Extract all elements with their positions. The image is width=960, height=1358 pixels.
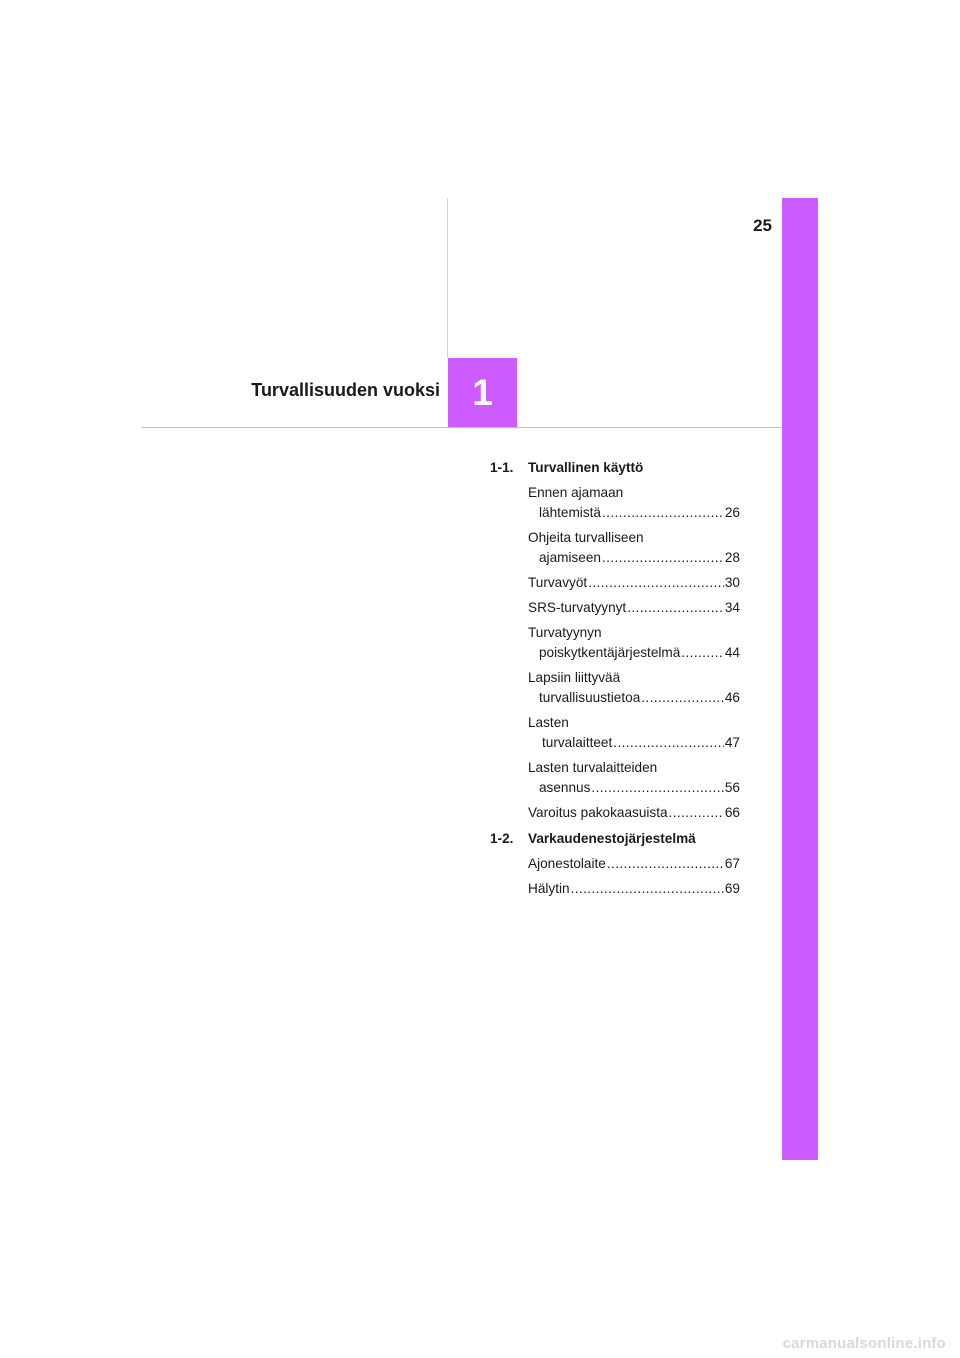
dot-leader <box>681 643 724 663</box>
table-of-contents <box>490 458 740 905</box>
toc-section-title: Turvallinen käyttö <box>528 460 644 475</box>
toc-entry-title-cont: ajamiseen <box>539 550 601 565</box>
toc-entry-title-cont: turvallisuustietoa <box>539 690 641 705</box>
toc-entry-page: 67 <box>724 856 740 871</box>
toc-entry-page: 56 <box>724 780 740 795</box>
toc-entry-page: 34 <box>724 600 740 615</box>
toc-entry-page: 47 <box>724 735 740 750</box>
toc-entry[interactable] <box>528 528 740 568</box>
toc-entry-title-cont: turvalaitteet <box>542 735 613 750</box>
toc-entry[interactable] <box>528 758 740 798</box>
toc-entry-page: 28 <box>724 550 740 565</box>
toc-entry-title: Ajonestolaite <box>528 856 606 871</box>
toc-entry-title-cont: poiskytkentäjärjestelmä <box>539 645 681 660</box>
page-number: 25 <box>753 216 772 235</box>
dot-leader <box>571 879 724 899</box>
toc-section <box>490 829 740 899</box>
toc-entry-page: 44 <box>724 645 740 660</box>
toc-entry[interactable] <box>528 668 740 708</box>
toc-entry-title: Hälytin <box>528 881 570 896</box>
dot-leader <box>602 548 724 568</box>
toc-entry[interactable] <box>528 803 740 823</box>
horizontal-divider <box>142 427 782 428</box>
toc-entry-page: 26 <box>724 505 740 520</box>
dot-leader <box>669 803 724 823</box>
dot-leader <box>588 573 724 593</box>
dot-leader <box>607 854 724 874</box>
toc-section-number: 1-2. <box>490 831 514 846</box>
toc-section-title: Varkaudenestojärjestelmä <box>528 831 696 846</box>
toc-entry-title: Lasten turvalaitteiden <box>528 760 658 775</box>
toc-entry-title-cont: asennus <box>539 780 591 795</box>
vertical-divider <box>447 198 448 358</box>
toc-section-heading <box>490 829 740 849</box>
watermark-logo: carmanualsonline.info <box>782 1335 946 1352</box>
toc-entry-title: Turvavyöt <box>528 575 588 590</box>
toc-section-heading <box>490 458 740 478</box>
toc-entry-page: 46 <box>724 690 740 705</box>
toc-entry[interactable] <box>528 573 740 593</box>
toc-entry-title: Ohjeita turvalliseen <box>528 530 644 545</box>
toc-entry-page: 69 <box>724 881 740 896</box>
toc-section-number: 1-1. <box>490 460 514 475</box>
dot-leader <box>591 778 723 798</box>
dot-leader <box>641 688 724 708</box>
toc-entry-title: Varoitus pakokaasuista <box>528 805 668 820</box>
chapter-number: 1 <box>472 372 493 413</box>
toc-entry-title: Turvatyynyn <box>528 625 602 640</box>
side-chapter-tab <box>782 198 818 1160</box>
toc-entry-title: Lapsiin liittyvää <box>528 670 621 685</box>
dot-leader <box>613 733 724 753</box>
dot-leader <box>602 503 724 523</box>
toc-entry[interactable] <box>528 713 740 753</box>
chapter-number-box <box>448 358 517 427</box>
toc-entry-title: SRS-turvatyynyt <box>528 600 627 615</box>
toc-entry[interactable] <box>528 879 740 899</box>
toc-section <box>490 458 740 823</box>
toc-entry-title: Ennen ajamaan <box>528 485 624 500</box>
toc-entry-page: 30 <box>724 575 740 590</box>
chapter-title: Turvallisuuden vuoksi <box>251 380 440 400</box>
toc-entry[interactable] <box>528 598 740 618</box>
toc-entry[interactable] <box>528 623 740 663</box>
toc-entry-title: Lasten <box>528 715 569 730</box>
dot-leader <box>627 598 724 618</box>
toc-entry[interactable] <box>528 854 740 874</box>
toc-entry[interactable] <box>528 483 740 523</box>
toc-entry-title-cont: lähtemistä <box>539 505 601 520</box>
toc-entry-page: 66 <box>724 805 740 820</box>
